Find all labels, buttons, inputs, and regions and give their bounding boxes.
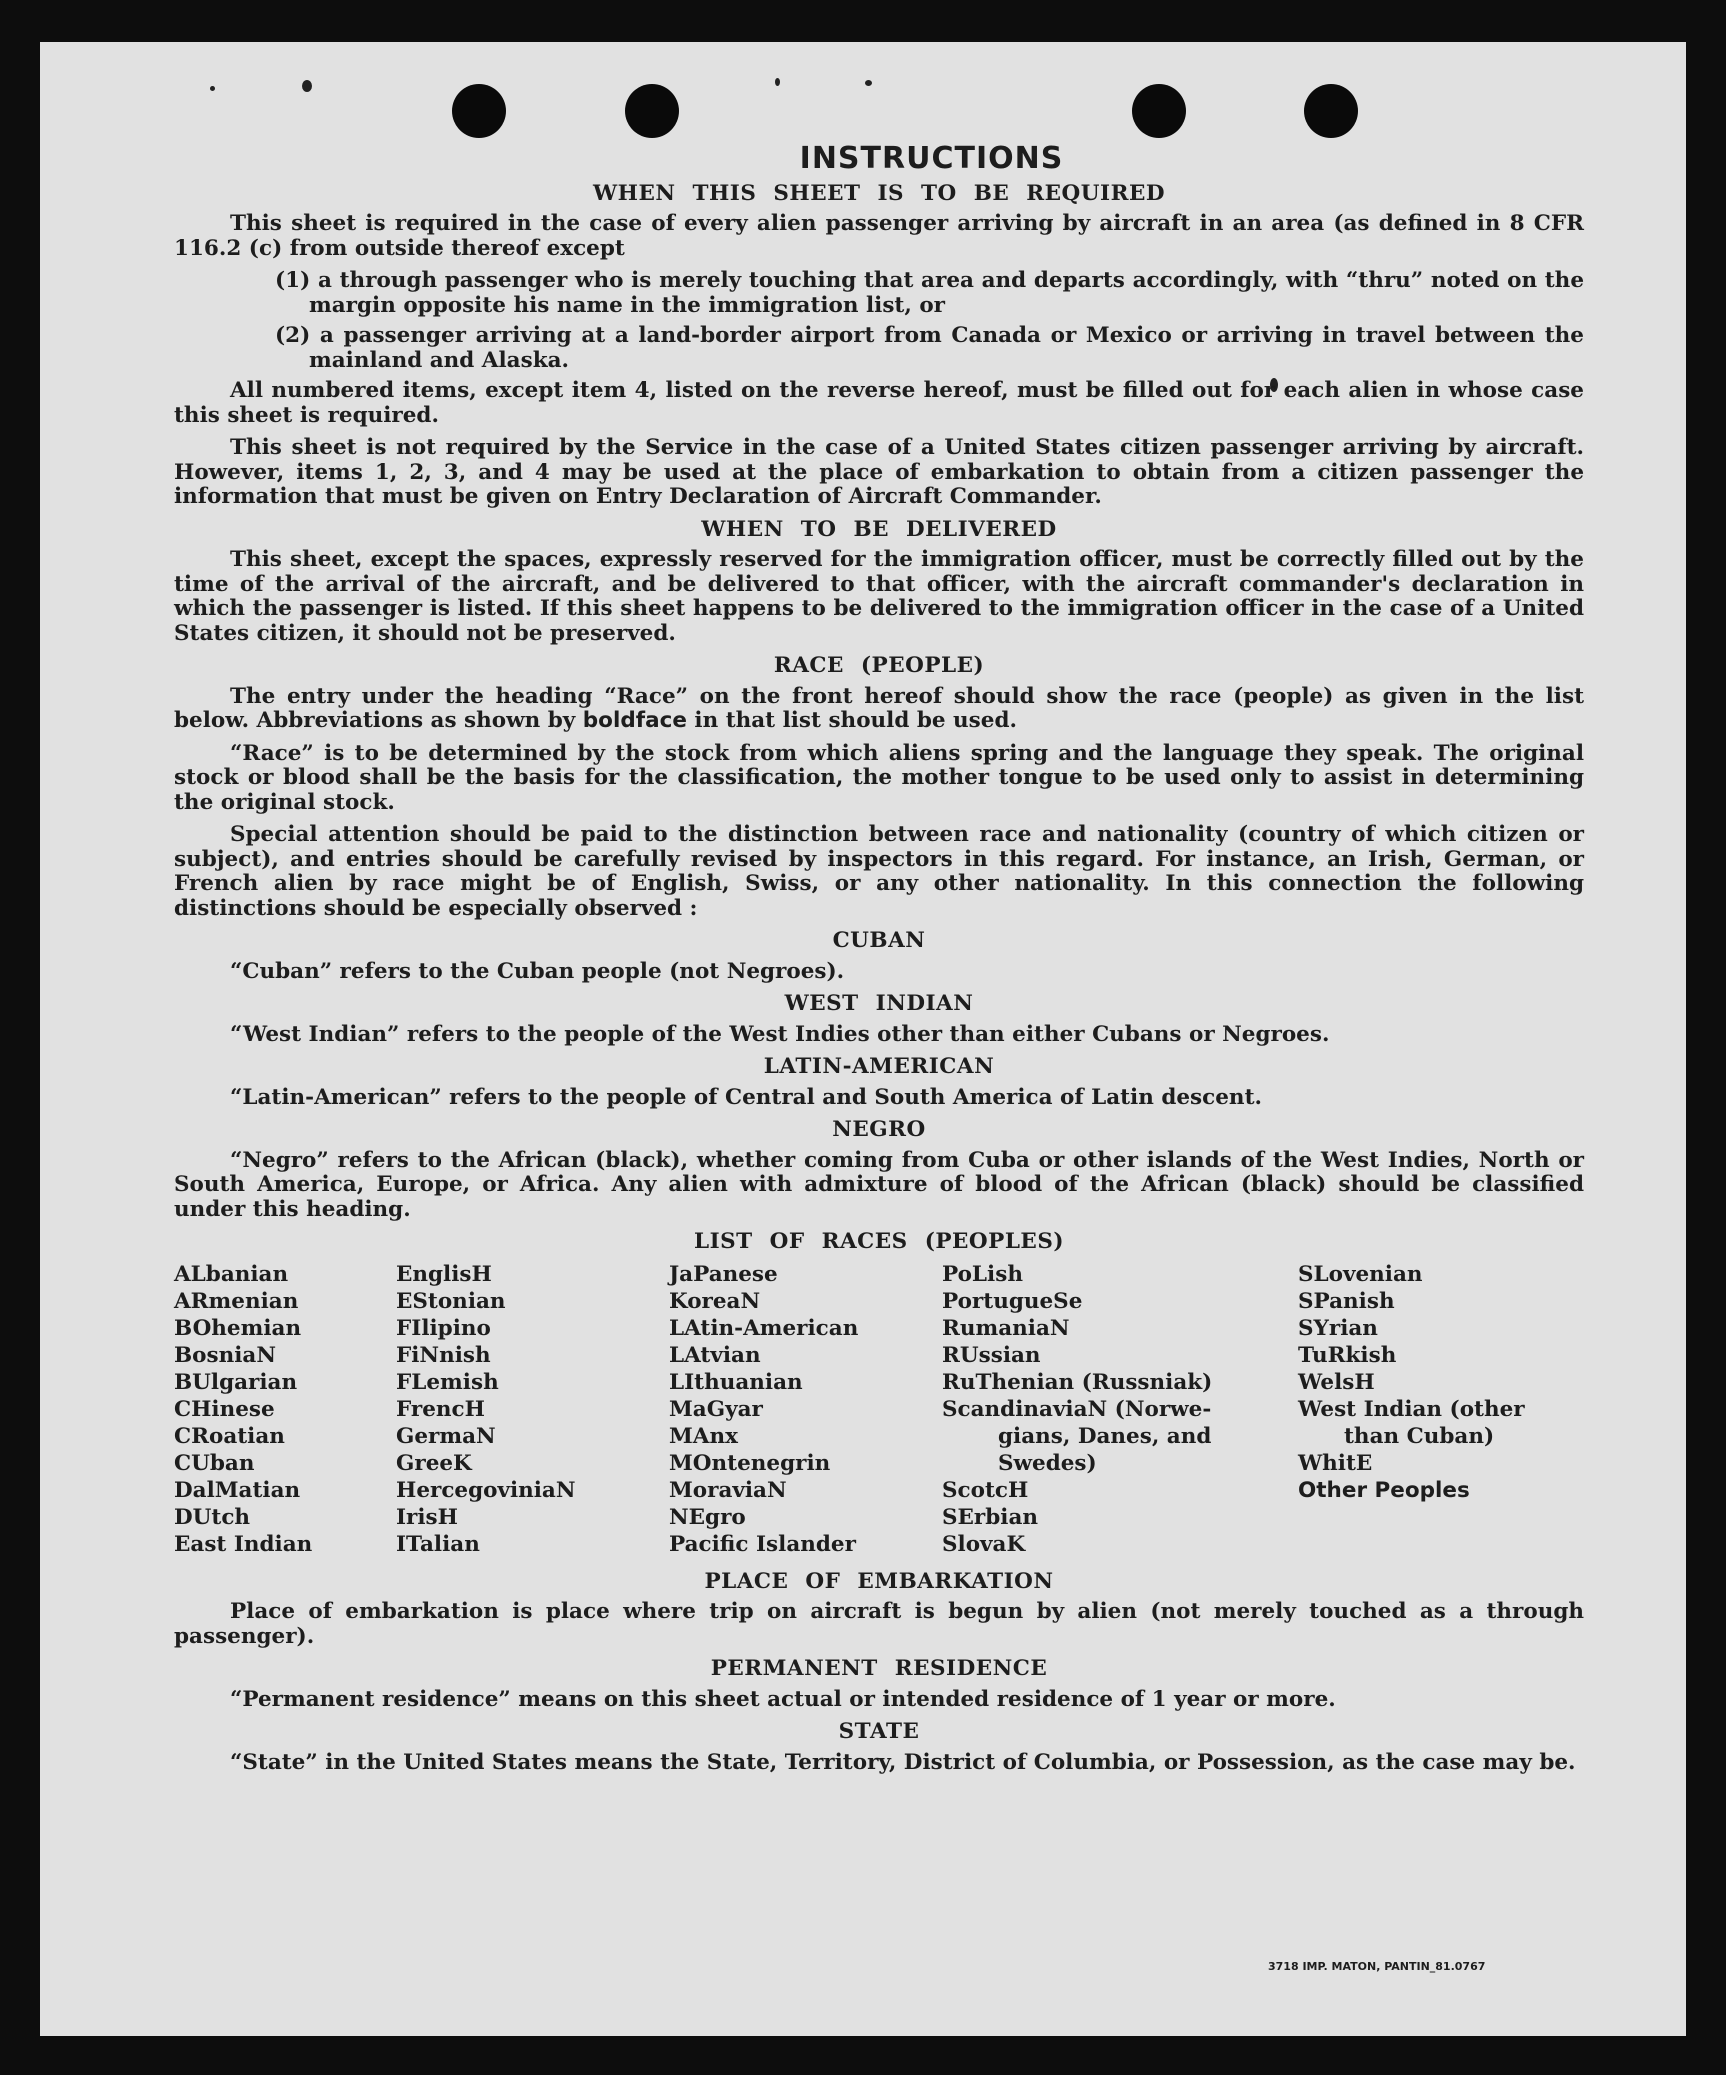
race-entry: MoraviaN xyxy=(669,1477,787,1503)
paragraph: All numbered items, except item 4, listed on the reverse hereof, must be filled out for each alien in whose case this sheet is required. xyxy=(174,378,1584,428)
heading-west-indian: WEST INDIAN xyxy=(784,991,974,1016)
race-entry: WelsH xyxy=(1298,1369,1375,1395)
race-entry: BosniaN xyxy=(174,1342,276,1368)
race-entry: PoLish xyxy=(942,1261,1023,1287)
paragraph: “Negro” refers to the African (black), whether coming from Cuba or other islands of the West Indies, North or South America, Europe, or Africa. Any alien with admixture of blood of the African (black) should be classified under this heading. xyxy=(174,1147,1584,1222)
heading-permanent-residence: PERMANENT RESIDENCE xyxy=(710,1656,1048,1681)
heading-negro: NEGRO xyxy=(832,1117,926,1142)
heading-state: STATE xyxy=(838,1719,920,1744)
ink-speck xyxy=(865,80,872,86)
heading-when-delivered: WHEN TO BE DELIVERED xyxy=(701,516,1057,542)
race-entry: EStonian xyxy=(396,1288,506,1314)
race-column xyxy=(942,1261,1298,1558)
list-item: (2) a passenger arriving at a land-border airport from Canada or Mexico or arriving in travel between the mainland and Alaska. xyxy=(275,323,1584,373)
race-entry: KoreaN xyxy=(669,1288,761,1314)
race-entry: LAtvian xyxy=(669,1342,761,1368)
race-entry: FIlipino xyxy=(396,1315,491,1341)
heading-cuban: CUBAN xyxy=(832,928,926,953)
heading-list-of-races: LIST OF RACES (PEOPLES) xyxy=(693,1229,1065,1254)
ink-speck xyxy=(775,78,780,86)
race-entry-other-peoples: Other Peoples xyxy=(1298,1477,1470,1503)
race-entry: FLemish xyxy=(396,1369,499,1395)
race-entry: ITalian xyxy=(396,1531,480,1557)
paragraph xyxy=(174,685,1584,734)
race-entry: ALbanian xyxy=(174,1261,289,1287)
page-title: INSTRUCTIONS xyxy=(799,141,1064,176)
race-entry: DUtch xyxy=(174,1504,251,1530)
race-entry: RuThenian (Russniak) xyxy=(942,1369,1213,1395)
printer-mark: 3718 IMP. MATON, PANTIN_81.0767 xyxy=(1268,1960,1486,1973)
race-entry: BUlgarian xyxy=(174,1369,298,1395)
race-entry: CRoatian xyxy=(174,1423,285,1449)
text-run: in that list should be used. xyxy=(694,708,1017,733)
race-entry: West Indian (other xyxy=(1298,1396,1525,1422)
race-column xyxy=(1298,1261,1584,1558)
paragraph: “State” in the United States means the State, Territory, District of Columbia, or Possession, as the case may be. xyxy=(230,1749,1576,1775)
paragraph: “Latin-American” refers to the people of Central and South America of Latin descent. xyxy=(230,1084,1262,1110)
race-entry-continuation: Swedes) xyxy=(998,1450,1097,1476)
race-entry: SLovenian xyxy=(1298,1261,1423,1287)
race-entry: WhitE xyxy=(1298,1450,1373,1476)
boldface-word: boldface xyxy=(582,708,687,733)
race-entry: GreeK xyxy=(396,1450,472,1476)
paragraph: “Race” is to be determined by the stock from which aliens spring and the language they speak. The original stock or blood shall be the basis for the classification, the mother tongue to be used only to assist in determining the original stock. xyxy=(174,740,1584,815)
race-entry: SErbian xyxy=(942,1504,1039,1530)
race-entry: RUssian xyxy=(942,1342,1041,1368)
race-entry: HercegoviniaN xyxy=(396,1477,576,1503)
ink-speck xyxy=(210,86,215,91)
race-entry: MOntenegrin xyxy=(669,1450,831,1476)
race-entry: LAtin-American xyxy=(669,1315,859,1341)
race-entry-continuation: than Cuban) xyxy=(1344,1423,1495,1449)
race-entry: LIthuanian xyxy=(669,1369,803,1395)
race-entry: FrencH xyxy=(396,1396,485,1422)
race-entry: MAnx xyxy=(669,1423,738,1449)
paragraph: Special attention should be paid to the distinction between race and nationality (country of which citizen or subject), and entries should be carefully revised by inspectors in this regard. For instance, an Irish, German, or French alien by race might be of English, Swiss, or any other nationality. In this connection the following distinctions should be especially observed : xyxy=(174,822,1584,921)
race-entry: RumaniaN xyxy=(942,1315,1070,1341)
paragraph: “Permanent residence” means on this sheet actual or intended residence of 1 year or more. xyxy=(230,1686,1336,1712)
heading-place-of-embarkation: PLACE OF EMBARKATION xyxy=(704,1568,1054,1594)
race-column xyxy=(174,1261,396,1558)
race-entry: ScandinaviaN (Norwe- xyxy=(942,1396,1212,1422)
ink-speck xyxy=(302,80,312,92)
paragraph: “Cuban” refers to the Cuban people (not Negroes). xyxy=(230,958,845,984)
race-entry: FiNnish xyxy=(396,1342,491,1368)
document-sheet xyxy=(40,42,1686,2036)
race-entry: GermaN xyxy=(396,1423,496,1449)
race-entry: ARmenian xyxy=(174,1288,299,1314)
race-entry: SYrian xyxy=(1298,1315,1378,1341)
paragraph: This sheet is not required by the Service in the case of a United States citizen passenger arriving by aircraft. However, items 1, 2, 3, and 4 may be used at the place of embarkation to obtain from a citizen passenger the information that must be given on Entry Declaration of Aircraft Commander. xyxy=(174,435,1584,509)
paragraph: Place of embarkation is place where trip on aircraft is begun by alien (not merely touched as a through passenger). xyxy=(174,1599,1584,1649)
race-entry: DalMatian xyxy=(174,1477,301,1503)
paragraph: This sheet is required in the case of every alien passenger arriving by aircraft in an area (as defined in 8 CFR 116.2 (c) from outside thereof except xyxy=(174,211,1584,261)
race-column xyxy=(669,1261,942,1558)
race-entry-continuation: gians, Danes, and xyxy=(998,1423,1212,1449)
race-entry: Pacific Islander xyxy=(669,1531,856,1557)
paragraph: This sheet, except the spaces, expressly reserved for the immigration officer, must be correctly filled out by the time of the arrival of the aircraft, and be delivered to that officer, with the aircraft commander's declaration in which the passenger is listed. If this sheet happens to be delivered to the immigration officer in the case of a United States citizen, it should not be preserved. xyxy=(174,547,1584,646)
race-entry: PortugueSe xyxy=(942,1288,1083,1314)
race-list xyxy=(174,1261,1584,1558)
race-entry: East Indian xyxy=(174,1531,313,1557)
race-column xyxy=(396,1261,669,1558)
race-entry: CHinese xyxy=(174,1396,275,1422)
race-entry: SlovaK xyxy=(942,1531,1026,1557)
text-run: The entry under the heading “Race” on the front hereof should show the race (people) as given in the list below. Abbreviations as shown by xyxy=(174,683,1584,733)
race-entry: CUban xyxy=(174,1450,255,1476)
race-entry: NEgro xyxy=(669,1504,746,1530)
race-entry: BOhemian xyxy=(174,1315,302,1341)
race-entry: SPanish xyxy=(1298,1288,1395,1314)
race-entry: JaPanese xyxy=(669,1261,778,1287)
race-entry: MaGyar xyxy=(669,1396,763,1422)
list-item: (1) a through passenger who is merely touching that area and departs accordingly, with “thru” noted on the margin opposite his name in the immigration list, or xyxy=(275,268,1584,318)
heading-race: RACE (PEOPLE) xyxy=(773,653,985,678)
paragraph: “West Indian” refers to the people of the West Indies other than either Cubans or Negroes. xyxy=(230,1021,1330,1047)
race-entry: IrisH xyxy=(396,1504,458,1530)
race-entry: ScotcH xyxy=(942,1477,1029,1503)
heading-when-required: WHEN THIS SHEET IS TO BE REQUIRED xyxy=(593,180,1165,206)
race-entry: TuRkish xyxy=(1298,1342,1397,1368)
heading-latin-american: LATIN-AMERICAN xyxy=(763,1054,995,1079)
race-entry: EnglisH xyxy=(396,1261,492,1287)
instructions-content xyxy=(174,102,1584,1783)
